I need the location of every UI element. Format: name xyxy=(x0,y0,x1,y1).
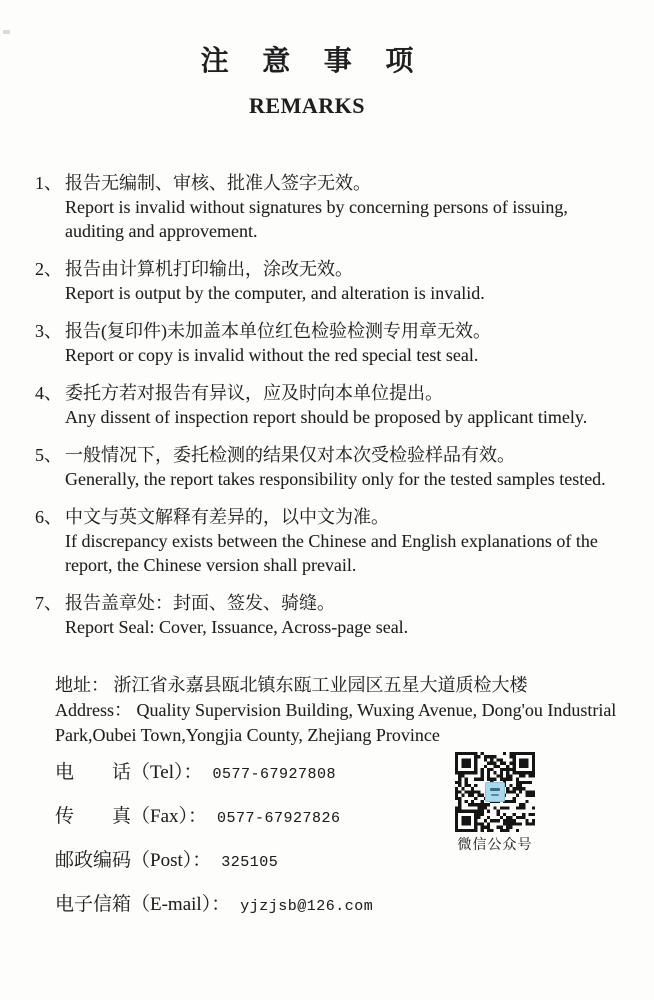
contact-row-post xyxy=(55,850,654,874)
contact-row-email xyxy=(55,894,654,918)
remark-english: Report is output by the computer, and alteration is invalid. xyxy=(65,283,485,303)
remark-chinese: 中文与英文解释有差异的，以中文为准。 xyxy=(65,507,389,527)
contact-label: 电话 xyxy=(55,762,131,783)
scan-artifact xyxy=(3,30,10,34)
contact-label: 电子信箱 xyxy=(55,894,132,915)
remark-english: If discrepancy exists between the Chinese and English explanations of the report, the Chinese version shall prevail. xyxy=(65,531,598,575)
qr-code-image xyxy=(455,752,535,832)
remark-item xyxy=(35,171,630,243)
address-chinese: 地址： 浙江省永嘉县瓯北镇东瓯工业园区五星大道质检大楼 xyxy=(55,675,528,695)
item-number: 4、 xyxy=(35,383,62,403)
contact-label-en: （E-mail）： xyxy=(131,894,231,915)
post-value: 325105 xyxy=(221,854,279,871)
page-header xyxy=(0,0,654,119)
item-body xyxy=(65,257,630,305)
contact-label: 传真 xyxy=(55,806,131,827)
item-body xyxy=(65,505,630,577)
item-body xyxy=(65,171,630,243)
remark-chinese: 报告无编制、审核、批准人签字无效。 xyxy=(65,173,371,193)
contact-label-en: （Tel）： xyxy=(131,762,203,783)
item-number: 1、 xyxy=(35,173,62,193)
address-block xyxy=(55,673,630,748)
email-value: yjzjsb@126.com xyxy=(240,898,374,915)
remark-item xyxy=(35,443,630,491)
remark-english: Report is invalid without signatures by concerning persons of issuing, auditing and approvement. xyxy=(65,197,568,241)
remark-english: Generally, the report takes responsibility only for the tested samples tested. xyxy=(65,469,606,489)
item-body xyxy=(65,319,630,367)
remark-chinese: 委托方若对报告有异议，应及时向本单位提出。 xyxy=(65,383,443,403)
remark-english: Report Seal: Cover, Issuance, Across-page seal. xyxy=(65,617,409,637)
contact-block xyxy=(55,762,654,918)
remark-chinese: 一般情况下，委托检测的结果仅对本次受检验样品有效。 xyxy=(65,445,515,465)
fax-value: 0577-67927826 xyxy=(217,810,341,827)
wechat-qr-block xyxy=(455,752,535,855)
item-body xyxy=(65,381,630,429)
remark-item xyxy=(35,381,630,429)
item-number: 6、 xyxy=(35,507,62,527)
contact-label-en: （Fax）： xyxy=(131,806,208,827)
item-number: 7、 xyxy=(35,593,62,613)
remark-item xyxy=(35,319,630,367)
item-body xyxy=(65,591,630,639)
remark-item xyxy=(35,591,630,639)
page-title-chinese: 注意事项 xyxy=(200,46,447,77)
remark-item xyxy=(35,505,630,577)
item-body xyxy=(65,443,630,491)
qr-caption: 微信公众号 xyxy=(457,838,533,853)
remark-english: Any dissent of inspection report should be proposed by applicant timely. xyxy=(65,407,588,427)
remark-chinese: 报告盖章处：封面、签发、骑缝。 xyxy=(65,593,335,613)
remarks-list xyxy=(0,171,654,639)
item-number: 3、 xyxy=(35,321,62,341)
contact-label-en: （Post）： xyxy=(131,850,212,871)
item-number: 2、 xyxy=(35,259,62,279)
remark-chinese: 报告由计算机打印输出，涂改无效。 xyxy=(65,259,353,279)
remark-chinese: 报告(复印件)未加盖本单位红色检验检测专用章无效。 xyxy=(65,321,491,341)
page-title-english: REMARKS xyxy=(249,93,365,118)
wechat-logo-icon xyxy=(485,782,505,802)
remark-item xyxy=(35,257,630,305)
contact-label: 邮政编码 xyxy=(55,850,132,871)
contact-row-fax xyxy=(55,806,654,830)
tel-value: 0577-67927808 xyxy=(212,766,337,783)
remark-english: Report or copy is invalid without the red special test seal. xyxy=(65,345,479,365)
address-english: Address： Quality Supervision Building, Wuxing Avenue, Dong'ou Industrial Park,Oubei Town,Yongjia County, Zhejiang Province xyxy=(55,700,617,745)
contact-row-tel xyxy=(55,762,654,786)
item-number: 5、 xyxy=(35,445,62,465)
